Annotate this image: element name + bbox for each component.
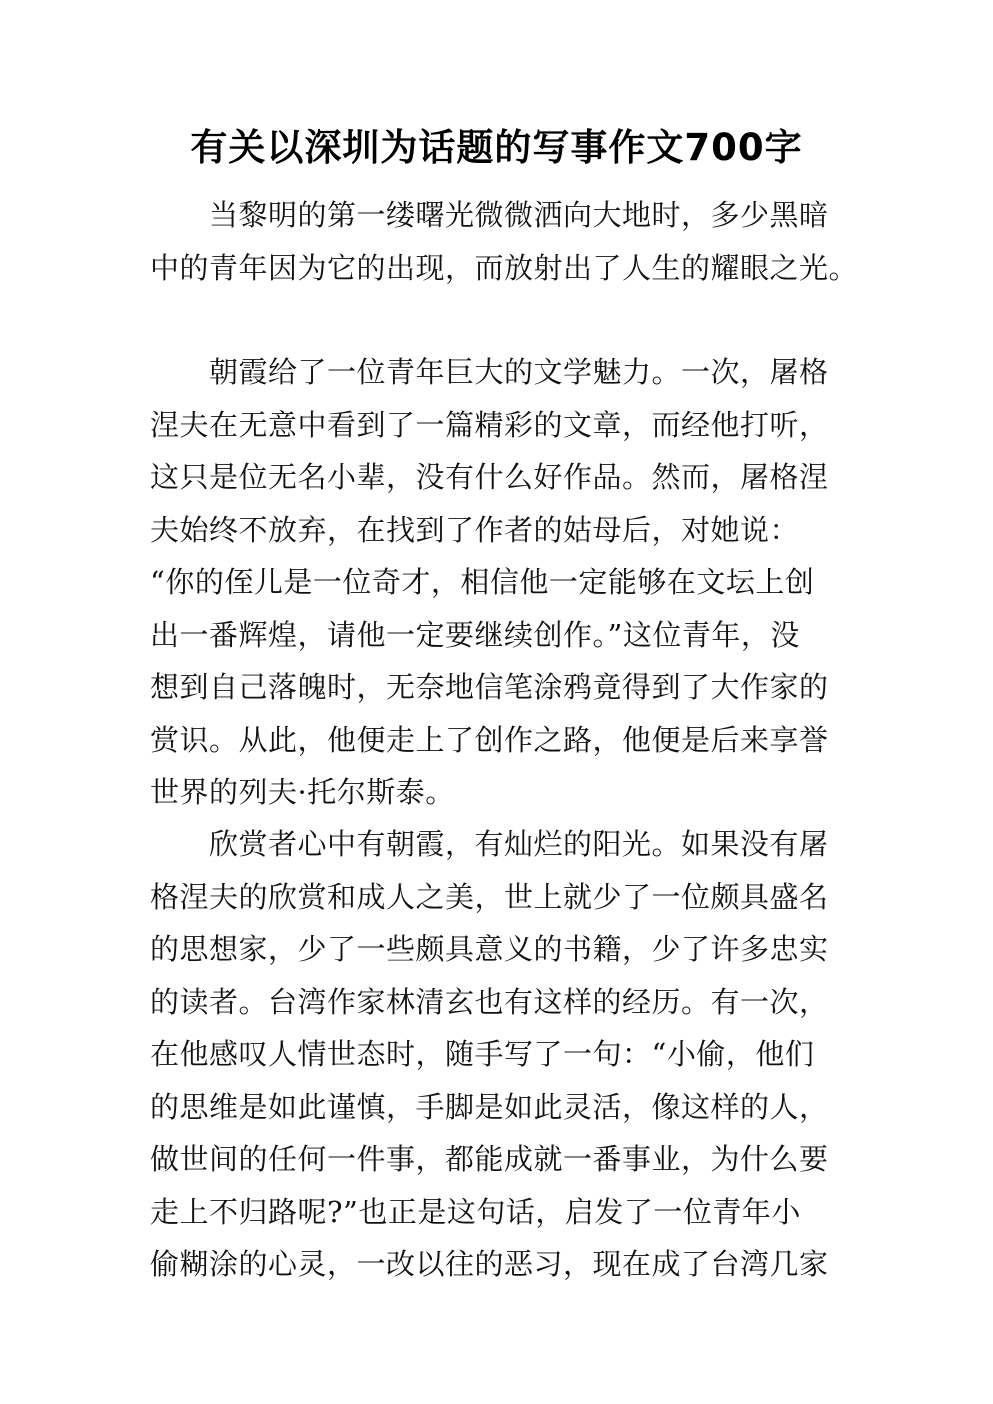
paragraph-line: 偷糊涂的心灵，一改以往的恶习，现在成了台湾几家 bbox=[150, 1247, 829, 1281]
paragraph-2 bbox=[150, 346, 870, 819]
paragraph-line: 夫始终不放弃，在找到了作者的姑母后，对她说： bbox=[150, 512, 800, 547]
paragraph-line: 出一番辉煌，请他一定要继续创作。”这位青年，没 bbox=[150, 617, 800, 652]
paragraph-line: 做世间的任何一件事，都能成就一番事业，为什么要 bbox=[150, 1142, 829, 1176]
paragraph-line: 中的青年因为它的出现，而放射出了人生的耀眼之光。 bbox=[150, 250, 859, 285]
paragraph-3 bbox=[150, 818, 870, 1291]
paragraph-line: 朝霞给了一位青年巨大的文学魅力。一次，屠格 bbox=[209, 355, 829, 389]
paragraph-1 bbox=[150, 189, 870, 294]
paragraph-line: 涅夫在无意中看到了一篇精彩的文章，而经他打听， bbox=[150, 407, 829, 442]
paragraph-line: “你的侄儿是一位奇才，相信他一定能够在文坛上创 bbox=[150, 565, 815, 599]
paragraph-line: 这只是位无名小辈，没有什么好作品。然而，屠格涅 bbox=[150, 460, 829, 494]
paragraph-line: 想到自己落魄时，无奈地信笔涂鸦竟得到了大作家的 bbox=[150, 670, 829, 704]
paragraph-line: 当黎明的第一缕曙光微微洒向大地时，多少黑暗 bbox=[209, 198, 829, 232]
paragraph-line: 的思维是如此谨慎，手脚是如此灵活，像这样的人， bbox=[150, 1089, 829, 1124]
paragraph-line: 的读者。台湾作家林清玄也有这样的经历。有一次， bbox=[150, 984, 829, 1019]
paragraph-line: 走上不归路呢?”也正是这句话，启发了一位青年小 bbox=[150, 1194, 801, 1229]
paragraph-line: 在他感叹人情世态时，随手写了一句：“小偷，他们 bbox=[150, 1037, 815, 1071]
paragraph-line: 格涅夫的欣赏和成人之美，世上就少了一位颇具盛名 bbox=[150, 879, 829, 914]
paragraph-line: 赏识。从此，他便走上了创作之路，他便是后来享誉 bbox=[150, 722, 829, 757]
paragraph-line: 欣赏者心中有朝霞，有灿烂的阳光。如果没有屠 bbox=[209, 827, 829, 861]
paragraph-line: 的思想家，少了一些颇具意义的书籍，少了许多忠实 bbox=[150, 932, 829, 966]
document-title: 有关以深圳为话题的写事作文700字 bbox=[190, 126, 803, 169]
paragraph-line: 世界的列夫·托尔斯泰。 bbox=[150, 775, 455, 809]
